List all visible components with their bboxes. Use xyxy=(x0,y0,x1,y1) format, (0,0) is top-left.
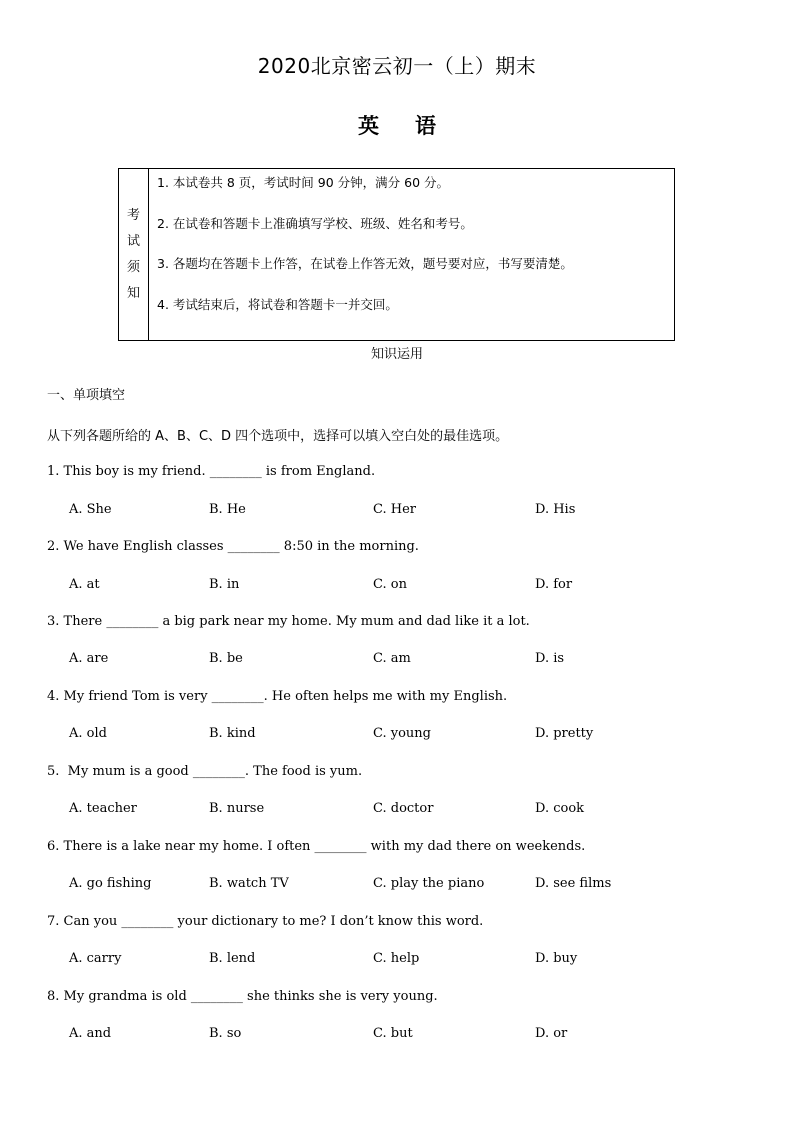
notice-item: 4. 考试结束后，将试卷和答题卡一并交回。 xyxy=(157,296,398,312)
question-stem: 2. We have English classes ________ 8:50 in the morning. xyxy=(47,539,419,554)
option-d[interactable]: D. buy xyxy=(535,951,578,966)
part-instruction: 从下列各题所给的 A、B、C、D 四个选项中，选择可以填入空白处的最佳选项。 xyxy=(47,429,509,444)
option-d[interactable]: D. for xyxy=(535,577,573,592)
notice-item: 2. 在试卷和答题卡上准确填写学校、班级、姓名和考号。 xyxy=(157,215,473,231)
notice-heading-char: 须 xyxy=(126,259,140,275)
question-stem: 3. There ________ a big park near my home. My mum and dad like it a lot. xyxy=(47,614,530,629)
option-a[interactable]: A. are xyxy=(69,651,109,666)
option-c[interactable]: C. Her xyxy=(373,502,416,517)
option-d[interactable]: D. see films xyxy=(535,876,612,891)
option-d[interactable]: D. cook xyxy=(535,801,585,816)
part-title: 一、单项填空 xyxy=(47,388,126,403)
question-stem: 1. This boy is my friend. ________ is from England. xyxy=(47,464,376,479)
question-stem: 6. There is a lake near my home. I often ________ with my dad there on weekends. xyxy=(47,839,586,854)
option-a[interactable]: A. at xyxy=(69,577,100,592)
option-a[interactable]: A. and xyxy=(69,1026,112,1041)
option-b[interactable]: B. watch TV xyxy=(209,876,289,891)
exam-title: 2020北京密云初一（上）期末 xyxy=(257,54,537,78)
exam-notice-box xyxy=(118,168,675,341)
option-c[interactable]: C. on xyxy=(373,577,407,592)
option-b[interactable]: B. be xyxy=(209,651,243,666)
option-a[interactable]: A. old xyxy=(69,726,107,741)
option-b[interactable]: B. He xyxy=(209,502,246,517)
option-c[interactable]: C. help xyxy=(373,951,420,966)
notice-heading-char: 试 xyxy=(126,233,140,249)
option-a[interactable]: A. teacher xyxy=(69,801,137,816)
option-c[interactable]: C. but xyxy=(373,1026,413,1041)
subject-title: 英语 xyxy=(358,114,472,138)
option-a[interactable]: A. go fishing xyxy=(69,876,152,891)
option-b[interactable]: B. nurse xyxy=(209,801,265,816)
option-c[interactable]: C. doctor xyxy=(373,801,434,816)
option-d[interactable]: D. His xyxy=(535,502,576,517)
option-d[interactable]: D. pretty xyxy=(535,726,594,741)
option-b[interactable]: B. so xyxy=(209,1026,242,1041)
notice-item: 1. 本试卷共 8 页，考试时间 90 分钟，满分 60 分。 xyxy=(157,175,450,190)
question-stem: 8. My grandma is old ________ she thinks she is very young. xyxy=(47,989,438,1004)
option-c[interactable]: C. play the piano xyxy=(373,876,485,891)
notice-heading-char: 知 xyxy=(126,285,140,301)
notice-items xyxy=(149,169,674,340)
question-stem: 4. My friend Tom is very ________. He often helps me with my English. xyxy=(47,689,508,704)
notice-item: 3. 各题均在答题卡上作答，在试卷上作答无效，题号要对应，书写要清楚。 xyxy=(157,256,573,271)
option-b[interactable]: B. in xyxy=(209,577,240,592)
question-stem: 7. Can you ________ your dictionary to me? I don’t know this word. xyxy=(47,914,484,929)
option-a[interactable]: A. She xyxy=(69,502,112,517)
question-stem: 5. My mum is a good ________. The food is yum. xyxy=(47,764,363,779)
notice-heading xyxy=(119,169,149,340)
option-d[interactable]: D. or xyxy=(535,1026,568,1041)
notice-heading-char: 考 xyxy=(126,207,140,223)
option-d[interactable]: D. is xyxy=(535,651,565,666)
option-a[interactable]: A. carry xyxy=(69,951,122,966)
option-c[interactable]: C. am xyxy=(373,651,411,666)
option-c[interactable]: C. young xyxy=(373,726,431,741)
option-b[interactable]: B. kind xyxy=(209,726,256,741)
option-b[interactable]: B. lend xyxy=(209,951,256,966)
section-label: 知识运用 xyxy=(370,347,423,362)
